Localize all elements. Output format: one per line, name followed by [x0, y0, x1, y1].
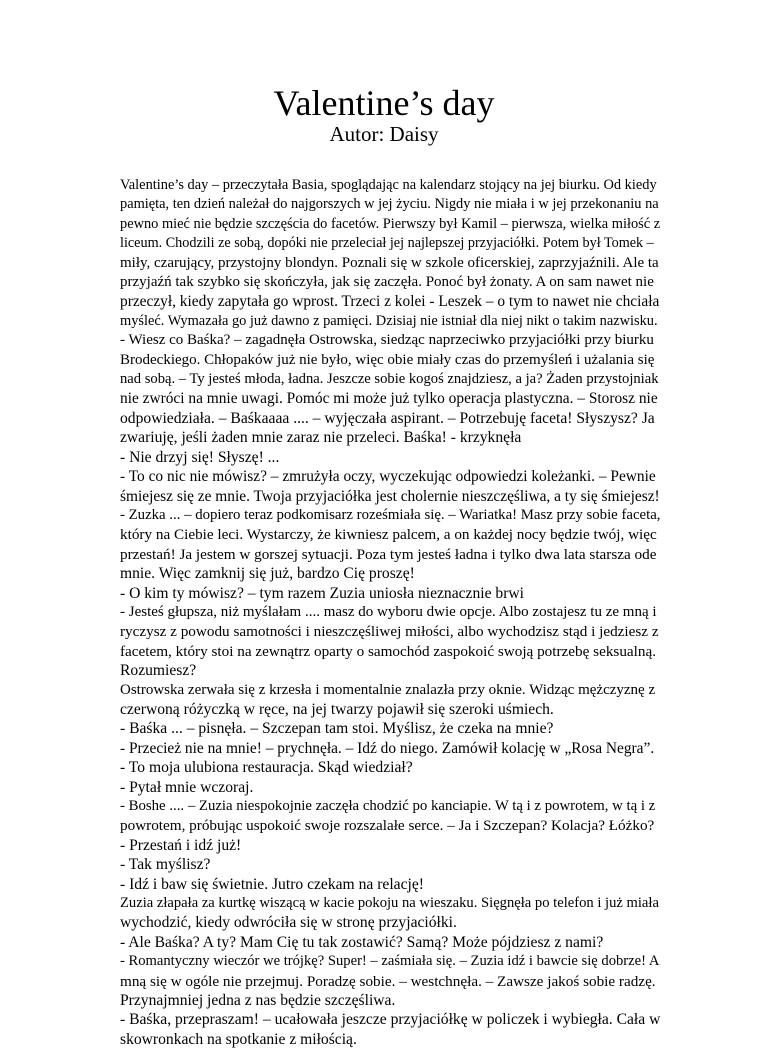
- text-line: - Zuzka ... – dopiero teraz podkomisarz roześmiała się. – Wariatka! Masz przy sobie faceta,: [120, 506, 661, 523]
- text-line: czerwoną różyczką w ręce, na jej twarzy pojawił się szeroki uśmiech.: [120, 700, 554, 718]
- text-line: miły, czarujący, przystojny blondyn. Poznali się w szkole oficerskiej, zaprzyjaźnili. Ale ta: [120, 254, 659, 271]
- text-line: facetem, który stoi na zewnątrz oparty o samochód zaspokoić swoją potrzebę seksualną.: [120, 642, 657, 660]
- document-title: Valentine’s day: [273, 83, 495, 123]
- text-line: Brodeckiego. Chłopaków już nie było, więc obie miały czas do przemyśleń i użalania się: [120, 351, 655, 368]
- text-line: - Romantyczny wieczór we trójkę? Super! – zaśmiała się. – Zuzia idź i bawcie się dobrze! A: [120, 953, 660, 970]
- text-line: nie zwróci na mnie uwagi. Pomóc mi może już tylko operacja plastyczna. – Storosz nie: [120, 390, 658, 408]
- text-line: pamięta, ten dzień należał do najgorszych w jej życiu. Nigdy nie miała i w jej przekonaniu na: [120, 196, 659, 213]
- text-line: - Wiesz co Baśka? – zagadnęła Ostrowska, siedząc naprzeciwko przyjaciółki przy biurku: [120, 332, 654, 349]
- text-line: - Jesteś głupsza, niż myślałam .... masz do wyboru dwie opcje. Albo zostajesz tu ze mną i: [120, 603, 657, 620]
- text-line: - To moja ulubiona restauracja. Skąd wiedział?: [120, 759, 413, 777]
- text-line: - Idź i baw się świetnie. Jutro czekam na relację!: [120, 875, 424, 893]
- text-line: liceum. Chodzili ze sobą, dopóki nie przeleciał jej najlepszej przyjaciółki. Potem był Tomek –: [120, 235, 654, 252]
- document-author: Autor: Daisy: [329, 122, 439, 146]
- text-line: - Baśka, przepraszam! – ucałowała jeszcze przyjaciółkę w policzek i wybiegła. Cała w: [120, 1011, 661, 1029]
- story-body: [120, 176, 660, 1049]
- text-line: - Tak myślisz?: [120, 856, 211, 874]
- text-line: który na Ciebie leci. Wystarczy, że kiwniesz palcem, a on każdej nocy będzie twój, więc: [120, 526, 657, 544]
- text-line: Przynajmniej jedna z nas będzie szczęśliwa.: [120, 992, 396, 1010]
- text-line: przestań! Ja jestem w gorszej sytuacji. Poza tym jesteś ładna i tylko dwa lata starsza ode: [120, 545, 657, 563]
- text-line: - Ale Baśka? A ty? Mam Cię tu tak zostawić? Samą? Może pójdziesz z nami?: [120, 933, 604, 951]
- text-line: powrotem, próbując uspokoić swoje rozszalałe serce. – Ja i Szczepan? Kolacja? Łóżko?: [120, 817, 655, 835]
- text-line: - Boshe .... – Zuzia niespokojnie zaczęła chodzić po kanciapie. W tą i z powrotem, w tą i z: [120, 798, 656, 814]
- text-line: - O kim ty mówisz? – tym razem Zuzia uniosła nieznacznie brwi: [120, 584, 525, 602]
- text-line: mną się w ogóle nie przejmuj. Poradzę sobie. – westchnęła. – Zawsze jakoś sobie radzę.: [120, 972, 656, 990]
- text-line: mnie. Więc zamknij się już, bardzo Cię proszę!: [120, 565, 415, 583]
- text-line: myśleć. Wymazała go już dawno z pamięci. Dzisiaj nie istniał dla niej nikt o takim nazwisku.: [120, 312, 658, 329]
- text-line: skowronkach na spotkanie z miłością.: [120, 1030, 357, 1048]
- text-line: przyjaźń tak szybko się skończyła, jak się zaczęła. Ponoć był żonaty. A on sam nawet nie: [120, 274, 654, 291]
- text-line: Zuzia złapała za kurtkę wiszącą w kacie pokoju na wieszaku. Sięgnęła po telefon i już miała: [120, 895, 659, 912]
- text-line: Ostrowska zerwała się z krzesła i momentalnie znalazła przy oknie. Widząc mężczyznę z: [120, 681, 656, 698]
- text-line: zwariuję, jeśli żaden mnie zaraz nie przeleci. Baśka! - krzyknęła: [120, 429, 522, 447]
- text-line: - Pytał mnie wczoraj.: [120, 778, 254, 796]
- text-line: odpowiedziała. – Baśkaaaa .... – wyjęczała aspirant. – Potrzebuję faceta! Słyszysz? Ja: [120, 409, 655, 427]
- text-line: wychodzić, kiedy odwróciła się w stronę przyjaciółki.: [120, 914, 457, 932]
- text-line: - Baśka ... – pisnęła. – Szczepan tam stoi. Myślisz, że czeka na mnie?: [120, 720, 554, 738]
- text-line: pewno mieć nie będzie szczęścia do facetów. Pierwszy był Kamil – pierwsza, wielka miłość z: [120, 215, 661, 232]
- text-line: - Nie drzyj się! Słyszę! ...: [120, 448, 280, 466]
- text-line: przeczył, kiedy zapytała go wprost. Trzeci z kolei - Leszek – o tym to nawet nie chciała: [120, 293, 660, 311]
- text-line: Rozumiesz?: [120, 662, 197, 680]
- text-line: - Przestań i idź już!: [120, 836, 242, 854]
- text-line: Valentine’s day – przeczytała Basia, spoglądając na kalendarz stojący na jej biurku. Od kiedy: [120, 177, 657, 193]
- text-line: - To co nic nie mówisz? – zmrużyła oczy, wyczekując odpowiedzi koleżanki. – Pewnie: [120, 468, 656, 486]
- text-line: śmiejesz się ze mnie. Twoja przyjaciółka jest cholernie nieszczęśliwa, a ty się śmiejesz!: [120, 487, 660, 505]
- text-line: - Przecież nie na mnie! – prychnęła. – Idź do niego. Zamówił kolację w „Rosa Negra”.: [120, 739, 655, 757]
- text-line: ryczysz z powodu samotności i nieszczęśliwej miłości, albo wychodzisz stąd i jedziesz z: [120, 623, 659, 641]
- text-line: nad sobą. – Ty jesteś młoda, ładna. Jeszcze sobie kogoś znajdziesz, a ja? Żaden przystojniak: [120, 371, 659, 388]
